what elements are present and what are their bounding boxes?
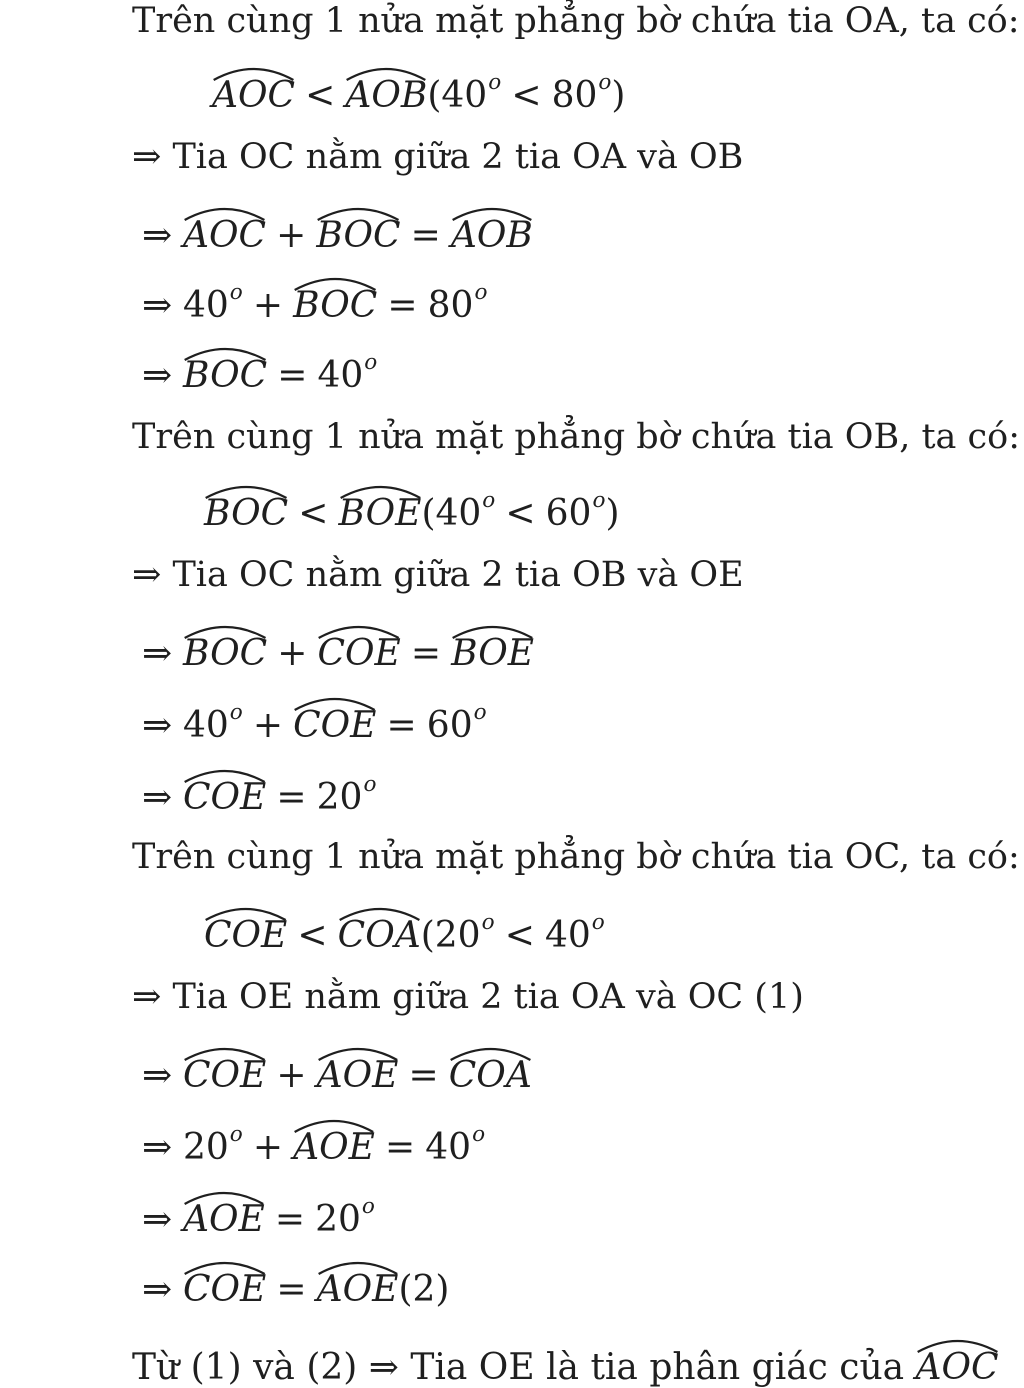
angle-hat-icon	[317, 622, 400, 640]
math-number: 20	[316, 777, 363, 818]
math-operator: <	[297, 915, 328, 956]
angle-symbol	[338, 910, 421, 954]
angle-symbol	[449, 1050, 532, 1094]
math-operator: +	[252, 1127, 284, 1168]
angle-label: BOC	[316, 215, 401, 256]
angle-label: BOC	[293, 285, 378, 326]
math-number: 60	[545, 493, 592, 534]
angle-label: COE	[204, 915, 288, 956]
math-number: (20	[420, 915, 481, 956]
math-operator: =	[274, 1199, 306, 1240]
angle-label: COA	[337, 915, 421, 956]
angle-symbol	[451, 628, 534, 672]
math-operator: =	[410, 215, 441, 256]
angle-label: COE	[182, 777, 267, 818]
angle-label: AOC	[915, 1347, 999, 1388]
degree-mark: o	[229, 699, 243, 725]
degree-mark: o	[482, 487, 496, 513]
angle-symbol	[345, 70, 427, 114]
math-operator: <	[305, 75, 336, 116]
math-number: 60	[426, 705, 473, 746]
math-operator: =	[408, 1055, 439, 1096]
degree-mark: o	[481, 909, 495, 935]
math-operator: <	[504, 915, 535, 956]
math-number: )	[611, 75, 626, 116]
degree-mark: o	[488, 69, 502, 95]
angle-symbol	[293, 280, 377, 324]
angle-symbol	[204, 910, 287, 954]
implies-arrow: ⇒	[142, 1127, 173, 1168]
angle-hat-icon	[204, 904, 287, 922]
implies-arrow: ⇒	[142, 705, 173, 746]
degree-mark: o	[598, 69, 612, 95]
math-operator: =	[387, 285, 418, 326]
math-number: 20	[315, 1199, 361, 1240]
angle-label: BOC	[204, 493, 289, 534]
angle-hat-icon	[293, 1116, 375, 1134]
math-line	[142, 1264, 449, 1308]
text-fragment: Từ (1) và (2) ⇒ Tia OE là tia phân giác của	[132, 1347, 916, 1388]
angle-label: AOB	[345, 75, 428, 116]
math-number: )	[605, 493, 620, 534]
math-number: (40	[421, 493, 482, 534]
math-line	[212, 70, 625, 114]
degree-mark: o	[591, 909, 605, 935]
angle-label: AOC	[212, 75, 296, 116]
angle-hat-icon	[345, 64, 427, 82]
degree-mark: o	[474, 279, 488, 305]
math-number: 40	[544, 915, 591, 956]
angle-symbol	[339, 488, 422, 532]
degree-mark: o	[364, 349, 378, 375]
angle-hat-icon	[183, 622, 267, 640]
math-line	[142, 350, 377, 394]
math-number: 40	[317, 355, 364, 396]
angle-label: AOE	[316, 1269, 399, 1310]
math-line	[204, 910, 605, 954]
angle-label: BOC	[182, 633, 268, 674]
math-number: 40	[182, 705, 229, 746]
angle-hat-icon	[183, 766, 266, 784]
math-line	[142, 1122, 485, 1166]
angle-hat-icon	[293, 274, 377, 292]
math-line	[142, 280, 487, 324]
angle-label: BOE	[451, 633, 535, 674]
math-number: 80	[427, 285, 474, 326]
math-line	[142, 210, 533, 254]
angle-label: AOE	[293, 1127, 375, 1168]
angle-label: AOE	[182, 1199, 265, 1240]
text-line: ⇒ Tia OC nằm giữa 2 tia OA và OB	[132, 137, 744, 177]
angle-hat-icon	[204, 482, 288, 500]
angle-label: BOE	[338, 493, 422, 534]
angle-symbol	[183, 210, 266, 254]
implies-arrow: ⇒	[142, 285, 173, 326]
math-number: 40	[425, 1127, 472, 1168]
degree-mark: o	[229, 1121, 243, 1147]
angle-hat-icon	[339, 482, 422, 500]
angle-hat-icon	[451, 204, 533, 222]
math-line	[204, 488, 620, 532]
text-line: ⇒ Tia OC nằm giữa 2 tia OB và OE	[132, 555, 744, 595]
angle-hat-icon	[183, 1044, 266, 1062]
math-operator: +	[252, 705, 284, 746]
math-operator: <	[298, 493, 329, 534]
angle-label: COE	[182, 1055, 267, 1096]
math-operator: =	[386, 705, 417, 746]
math-operator: =	[276, 777, 307, 818]
angle-symbol	[293, 1122, 375, 1166]
angle-symbol	[293, 700, 376, 744]
angle-hat-icon	[317, 1258, 399, 1276]
angle-hat-icon	[183, 1258, 266, 1276]
degree-mark: o	[363, 771, 377, 797]
math-operator: =	[410, 633, 442, 674]
angle-label: COE	[293, 705, 377, 746]
implies-arrow: ⇒	[142, 215, 173, 256]
degree-mark: o	[229, 279, 243, 305]
angle-hat-icon	[183, 344, 267, 362]
math-number: 80	[551, 75, 598, 116]
math-line	[142, 772, 376, 816]
angle-symbol	[317, 628, 400, 672]
angle-hat-icon	[212, 64, 295, 82]
math-operator: +	[276, 1055, 307, 1096]
implies-arrow: ⇒	[142, 355, 173, 396]
implies-arrow: ⇒	[142, 633, 173, 674]
math-line	[142, 700, 487, 744]
math-line	[142, 1050, 532, 1094]
angle-label: AOC	[182, 215, 267, 256]
angle-hat-icon	[317, 1044, 399, 1062]
implies-arrow: ⇒	[142, 777, 173, 818]
angle-label: BOC	[182, 355, 268, 396]
angle-hat-icon	[916, 1336, 999, 1354]
implies-arrow: ⇒	[142, 1055, 173, 1096]
text-line: Trên cùng 1 nửa mặt phẳng bờ chứa tia OA, ta có:	[132, 1, 1020, 41]
math-operator: +	[252, 285, 284, 326]
angle-label: AOE	[316, 1055, 399, 1096]
math-number: (2)	[398, 1269, 450, 1310]
degree-mark: o	[472, 1121, 486, 1147]
math-operator: +	[276, 215, 307, 256]
angle-symbol	[316, 210, 400, 254]
math-line	[142, 628, 534, 672]
angle-hat-icon	[451, 622, 534, 640]
angle-symbol	[916, 1342, 999, 1386]
degree-mark: o	[473, 699, 487, 725]
angle-symbol	[183, 772, 266, 816]
angle-symbol	[451, 210, 533, 254]
angle-label: AOB	[450, 215, 533, 256]
angle-symbol	[212, 70, 295, 114]
angle-hat-icon	[316, 204, 400, 222]
math-number: 40	[182, 285, 229, 326]
angle-hat-icon	[449, 1044, 532, 1062]
implies-arrow: ⇒	[142, 1269, 173, 1310]
angle-label: COA	[448, 1055, 532, 1096]
degree-mark: o	[592, 487, 606, 513]
angle-label: COE	[182, 1269, 267, 1310]
angle-hat-icon	[293, 694, 376, 712]
math-operator: =	[276, 1269, 307, 1310]
angle-symbol	[204, 488, 288, 532]
text-line: Trên cùng 1 nửa mặt phẳng bờ chứa tia OB, ta có:	[132, 417, 1020, 457]
math-line	[142, 1194, 375, 1238]
angle-hat-icon	[183, 204, 266, 222]
angle-symbol	[317, 1050, 399, 1094]
math-number: (40	[427, 75, 488, 116]
math-operator: <	[505, 493, 536, 534]
text-line: ⇒ Tia OE nằm giữa 2 tia OA và OC (1)	[132, 977, 804, 1017]
angle-symbol	[183, 1264, 266, 1308]
math-operator: +	[277, 633, 308, 674]
math-number: 20	[182, 1127, 229, 1168]
angle-symbol	[183, 350, 267, 394]
angle-hat-icon	[338, 904, 421, 922]
angle-symbol	[183, 1194, 265, 1238]
angle-hat-icon	[183, 1188, 265, 1206]
angle-label: COE	[317, 633, 401, 674]
implies-arrow: ⇒	[142, 1199, 173, 1240]
math-operator: =	[277, 355, 308, 396]
math-operator: =	[385, 1127, 416, 1168]
angle-symbol	[317, 1264, 399, 1308]
degree-mark: o	[361, 1193, 375, 1219]
math-operator: <	[511, 75, 542, 116]
math-line	[132, 1342, 999, 1386]
angle-symbol	[183, 628, 267, 672]
text-line: Trên cùng 1 nửa mặt phẳng bờ chứa tia OC, ta có:	[132, 837, 1020, 877]
angle-symbol	[183, 1050, 266, 1094]
